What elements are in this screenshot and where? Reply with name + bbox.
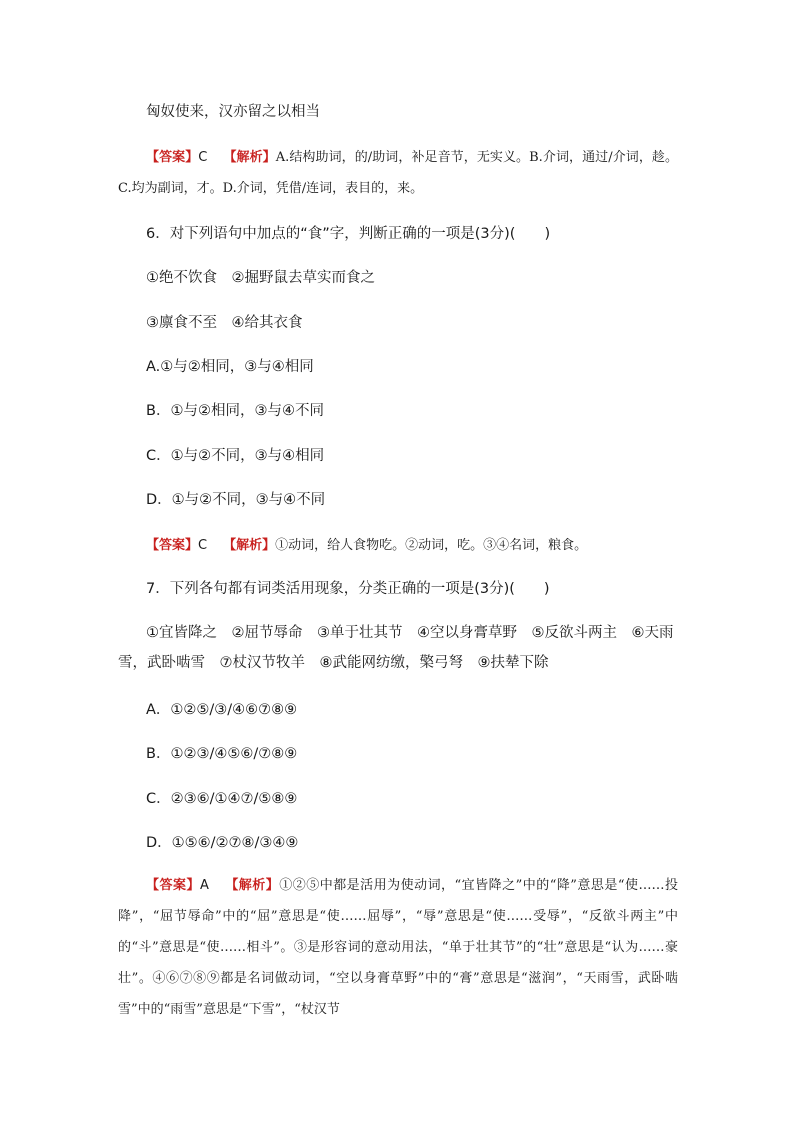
answer-label: 【答案】: [146, 878, 200, 893]
answer-block-5: [118, 142, 678, 204]
question-7-option-b: B．①②③/④⑤⑥/⑦⑧⑨: [146, 746, 298, 762]
question-7-option-d: D．①⑤⑥/②⑦⑧/③④⑨: [146, 835, 299, 851]
answer-value: C: [198, 150, 208, 165]
answer-label: 【答案】: [146, 150, 199, 165]
answer-value: A: [199, 878, 209, 893]
question-6-option-c: C．①与②不同，③与④相同: [146, 448, 325, 464]
question-7-sentences: ①宜皆降之 ②屈节辱命 ③单于壮其节 ④空以身膏草野 ⑤反欲斗两主 ⑥天雨雪，武卧啮雪 ⑦杖汉节牧羊 ⑧武能网纺缴，檠弓弩 ⑨扶辇下除: [118, 625, 674, 671]
question-6-option-d: D．①与②不同，③与④不同: [146, 492, 326, 508]
analysis-text: A.结构助词，的/助词，补足音节，无实义。B.介词，通过/介词，趁。C.均为副词，才。D.介词，凭借/连词，表目的，来。: [118, 150, 678, 196]
question-7-option-c: C．②③⑥/①④⑦/⑤⑧⑨: [146, 791, 298, 807]
question-7-stem: 7．下列各句都有词类活用现象，分类正确的一项是(3分)( ): [146, 581, 550, 597]
analysis-label: 【解析】: [223, 150, 276, 165]
analysis-text: ①②⑤中都是活用为使动词，“宜皆降之”中的“降”意思是“使……投降”，“屈节辱命”中的“屈”意思是“使……屈辱”，“辱”意思是“使……受辱”，“反欲斗两主”中的“斗”意思是“使……相斗”。③是形容词的意动用法，“单于壮其节”的“壮”意思是“认为……豪壮”。④⑥⑦⑧⑨都是名词做动词，“空以身膏草野”中的“膏”意思是“滋润”，“天雨雪，武卧啮雪”中的“雨雪”意思是“下雪”，“杖汉节: [118, 878, 678, 1017]
answer-block-6: [118, 530, 678, 561]
answer-label: 【答案】: [146, 538, 199, 553]
question-6-line-1: ①绝不饮食 ②掘野鼠去草实而食之: [146, 270, 375, 286]
analysis-label: 【解析】: [224, 878, 280, 893]
question-6-line-2: ③廪食不至 ④给其衣食: [146, 315, 303, 331]
answer-block-7: [118, 870, 678, 1025]
answer-value: C: [198, 538, 208, 553]
analysis-label: 【解析】: [223, 538, 276, 553]
question-6-option-b: B．①与②相同，③与④不同: [146, 403, 324, 419]
question-7-option-a: A．①②⑤/③/④⑥⑦⑧⑨: [146, 702, 298, 718]
question-6-stem: 6．对下列语句中加点的“食”字，判断正确的一项是(3分)( ): [146, 226, 551, 242]
analysis-text: ①动词，给人食物吃。②动词，吃。③④名词，粮食。: [275, 538, 588, 553]
question-6-option-a: A.①与②相同，③与④相同: [146, 359, 314, 375]
text-line-top: 匈奴使来，汉亦留之以相当: [146, 104, 320, 120]
